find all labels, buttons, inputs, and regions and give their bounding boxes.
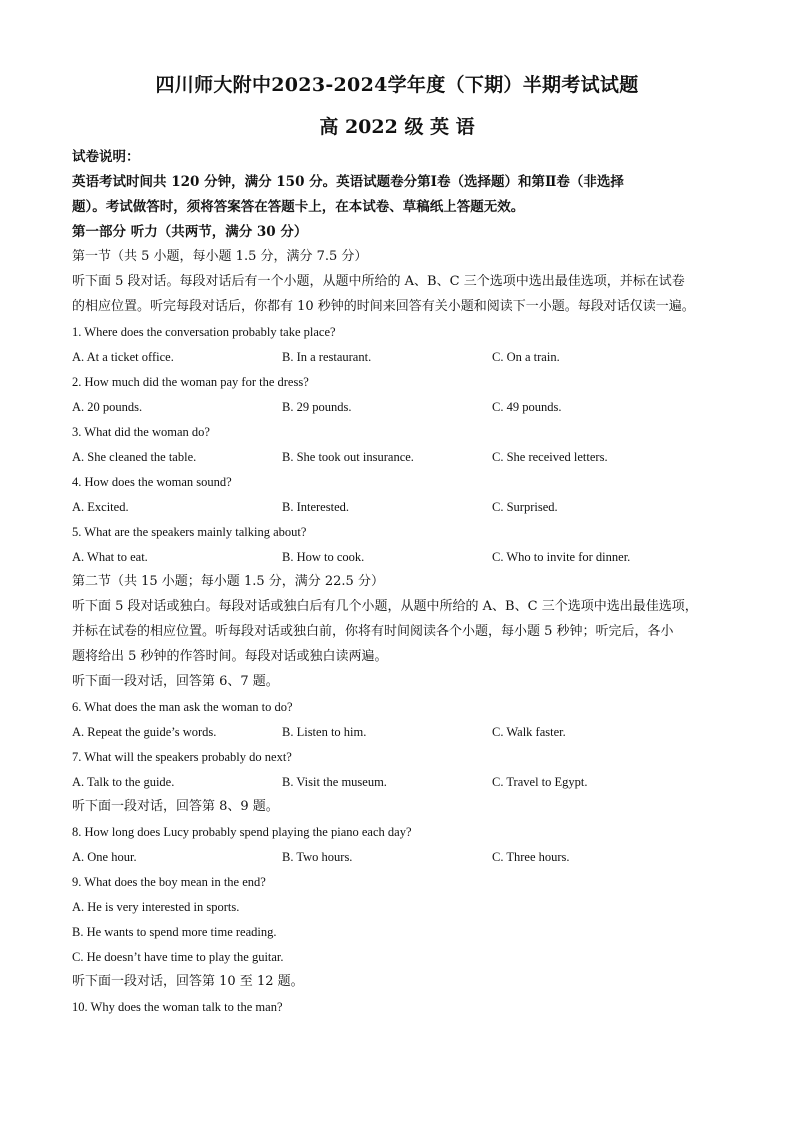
exam-subtitle: 高 2022 级 英 语 — [319, 116, 475, 138]
question-stem: 1. Where does the conversation probably take place? — [72, 325, 336, 339]
question-stem: 6. What does the man ask the woman to do? — [72, 700, 293, 714]
exam-title: 四川师大附中2023-2024学年度（下期）半期考试试题 — [155, 74, 639, 96]
option-c: C. Three hours. — [492, 850, 570, 864]
part1-heading: 第一部分 听力（共两节，满分 30 分） — [72, 224, 308, 240]
section1-directions-2: 的相应位置。听完每段对话后，你都有 10 秒钟的时间来回答有关小题和阅读下一小题。每段对话仅读一遍。 — [72, 299, 695, 314]
section2-heading: 第二节（共 15 小题；每小题 1.5 分，满分 22.5 分） — [72, 574, 384, 589]
option-c: C. Surprised. — [492, 500, 558, 514]
option-a: A. Excited. — [72, 500, 129, 514]
instructions-line-2: 题）。考试做答时，须将答案答在答题卡上，在本试卷、草稿纸上答题无效。 — [72, 199, 525, 215]
option-b: B. In a restaurant. — [282, 350, 372, 364]
option-c: C. Walk faster. — [492, 725, 566, 739]
option-b: B. 29 pounds. — [282, 400, 352, 414]
group-heading: 听下面一段对话，回答第 8、9 题。 — [72, 799, 279, 814]
option-b: B. Interested. — [282, 500, 349, 514]
option-b: B. He wants to spend more time reading. — [72, 925, 277, 939]
option-b: B. Listen to him. — [282, 725, 367, 739]
question-stem: 7. What will the speakers probably do next? — [72, 750, 292, 764]
question-stem: 3. What did the woman do? — [72, 425, 210, 439]
option-a: A. He is very interested in sports. — [72, 900, 240, 914]
question-stem: 2. How much did the woman pay for the dress? — [72, 375, 309, 389]
question-stem: 8. How long does Lucy probably spend playing the piano each day? — [72, 825, 412, 839]
option-a: A. 20 pounds. — [72, 400, 143, 414]
question-stem: 4. How does the woman sound? — [72, 475, 232, 489]
section1-heading: 第一节（共 5 小题，每小题 1.5 分，满分 7.5 分） — [72, 249, 368, 264]
section2-directions-3: 题将给出 5 秒钟的作答时间。每段对话或独白读两遍。 — [72, 649, 388, 664]
option-a: A. She cleaned the table. — [72, 450, 197, 464]
option-c: C. He doesn’t have time to play the guitar. — [72, 950, 284, 964]
option-b: B. How to cook. — [282, 550, 365, 564]
question-stem: 9. What does the boy mean in the end? — [72, 875, 266, 889]
option-c: C. She received letters. — [492, 450, 608, 464]
option-b: B. She took out insurance. — [282, 450, 414, 464]
option-a: A. What to eat. — [72, 550, 148, 564]
group-heading: 听下面一段对话，回答第 10 至 12 题。 — [72, 974, 304, 989]
group-heading: 听下面一段对话，回答第 6、7 题。 — [72, 674, 279, 689]
option-a: A. Talk to the guide. — [72, 775, 175, 789]
option-c: C. Travel to Egypt. — [492, 775, 588, 789]
question-stem: 10. Why does the woman talk to the man? — [72, 1000, 283, 1014]
option-a: A. At a ticket office. — [72, 350, 174, 364]
option-c: C. Who to invite for dinner. — [492, 550, 631, 564]
section2-directions-1: 听下面 5 段对话或独白。每段对话或独白后有几个小题，从题中所给的 A、B、C 三个选项中选出最佳选项， — [72, 599, 698, 614]
section1-directions-1: 听下面 5 段对话。每段对话后有一个小题，从题中所给的 A、B、C 三个选项中选出最佳选项，并标在试卷 — [72, 274, 685, 289]
option-a: A. One hour. — [72, 850, 137, 864]
section2-directions-2: 并标在试卷的相应位置。听每段对话或独白前，你将有时间阅读各个小题，每小题 5 秒钟；听完后，各小 — [72, 624, 674, 639]
option-b: B. Two hours. — [282, 850, 353, 864]
option-c: C. 49 pounds. — [492, 400, 562, 414]
option-a: A. Repeat the guide’s words. — [72, 725, 217, 739]
option-b: B. Visit the museum. — [282, 775, 387, 789]
option-c: C. On a train. — [492, 350, 560, 364]
instructions-line-1: 英语考试时间共 120 分钟，满分 150 分。英语试题卷分第Ⅰ卷（选择题）和第Ⅱ卷（非选择 — [72, 174, 624, 190]
question-stem: 5. What are the speakers mainly talking about? — [72, 525, 307, 539]
instructions-heading: 试卷说明： — [72, 149, 140, 165]
